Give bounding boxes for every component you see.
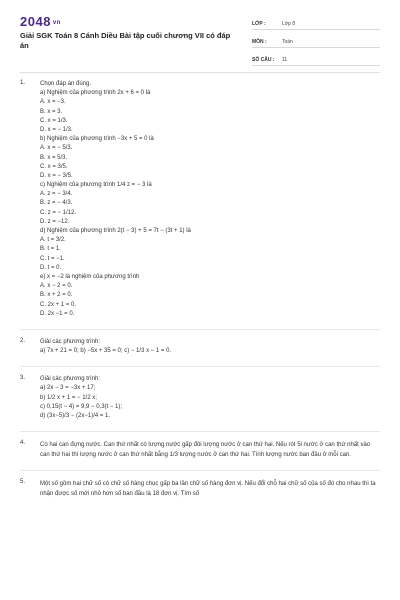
meta-key: MÔN : [252,39,267,45]
question-1 [20,80,380,319]
meta-row-count [252,50,380,66]
meta-key: SỐ CÂU : [252,57,275,63]
answer-option: A. x = − 5/3. [40,145,73,152]
header-divider [20,72,380,73]
question-line: b) 1/2 x + 1 = − 1/2 x; [40,394,97,401]
answer-option: D. x = − 3/5. [40,172,73,179]
question-number: 1. [20,80,26,86]
question-number: 4. [20,440,26,447]
page-header [0,0,400,72]
question-line: a) 2x − 3 = −3x + 17; [40,385,96,392]
question-divider [20,431,380,432]
logo-suffix: vn [52,19,61,26]
answer-option: A. z = − 3/4. [40,191,73,198]
meta-panel [252,14,380,68]
question-line: d) Nghiệm của phương trình 2(t − 3) + 5 = 7t − (3t + 1) là [40,228,191,234]
question-line: c) 0,15(t − 4) = 9,9 − 0,3(t − 1); [40,403,123,410]
meta-row-subject [252,32,380,48]
answer-option: C. x = 3/5. [40,163,68,170]
answer-option: D. x = − 1/3. [40,126,73,133]
question-line: a) Nghiệm của phương trình 2x + 6 = 0 là [40,90,151,97]
logo-text: 2048 [20,14,51,29]
question-divider [20,329,380,330]
question-line: c) Nghiệm của phương trình 1/4 z = − 3 là [40,182,152,189]
answer-option: C. 2x + 1 = 0. [40,301,77,308]
question-3 [20,375,380,421]
question-number: 2. [20,337,26,344]
answer-option: D. 2x −1 = 0. [40,310,75,317]
question-line: Giải các phương trình: [40,376,100,383]
question-divider [20,470,380,471]
answer-option: B. z = − 4/3. [40,200,73,207]
site-logo[interactable] [20,14,61,29]
answer-option: A. x = −3. [40,99,66,106]
answer-option: D. t = 0. [40,264,62,271]
answer-option: B. x = 5/3. [40,154,68,161]
question-line: e) x = −2 là nghiệm của phương trình [40,273,140,280]
answer-option: C. z = − 1/12. [40,209,77,216]
answer-option: B. x = 3. [40,108,63,115]
question-text: Một số gồm hai chữ số có chữ số hàng chục gấp ba lần chữ số hàng đơn vị. Nếu đổi chỗ hai chữ số của số đó cho nhau thì ta nhận được số mới nhỏ hơn số ban đầu là 18 đơn vị. Tìm số [40,481,376,498]
question-5 [20,479,380,499]
answer-option: A. x − 2 = 0. [40,283,73,290]
meta-value: Toán [282,39,293,45]
answer-option: B. t = 1. [40,246,61,253]
answer-option: D. z = −12. [40,218,70,225]
meta-value: Lớp 8 [282,21,296,27]
answer-option: C. x = 1/3. [40,117,68,124]
question-number: 3. [20,375,26,382]
question-2 [20,338,380,356]
meta-key: LỚP : [252,21,266,27]
question-divider [20,366,380,367]
question-line: Chọn đáp án đúng. [40,81,92,87]
question-line: a) 7x + 21 = 0; b) −5x + 35 = 0; c) − 1/3 x − 1 = 0. [40,348,172,355]
question-number: 5. [20,479,26,486]
answer-option: A. t = 3/2. [40,237,66,244]
answer-option: C. t = −1. [40,255,65,262]
answer-option: B. x + 2 = 0. [40,292,73,299]
question-line: b) Nghiệm của phương trình −3x + 5 = 0 là [40,136,154,143]
question-text: Có hai can đựng nước. Can thứ nhất có lượng nước gấp đôi lượng nước ở can thứ hai. Nếu rót 5l nước ở can thứ nhất vào can thứ hai thì lượng nước ở can thứ nhất bằng 1/3 lượng nước ở can thứ hai. Tính lượng nước ban đầu ở mỗi can. [40,442,371,459]
document-title: Giải SGK Toán 8 Cánh Diều Bài tập cuối chương VII có đáp án [20,31,231,50]
question-line: Giải các phương trình: [40,338,100,345]
meta-row-class [252,14,380,30]
question-line: d) (3x−5)/3 − (2x−1)/4 = 1. [40,413,111,419]
question-4 [20,440,380,460]
meta-value: 11 [282,57,288,63]
question-list [20,80,380,499]
